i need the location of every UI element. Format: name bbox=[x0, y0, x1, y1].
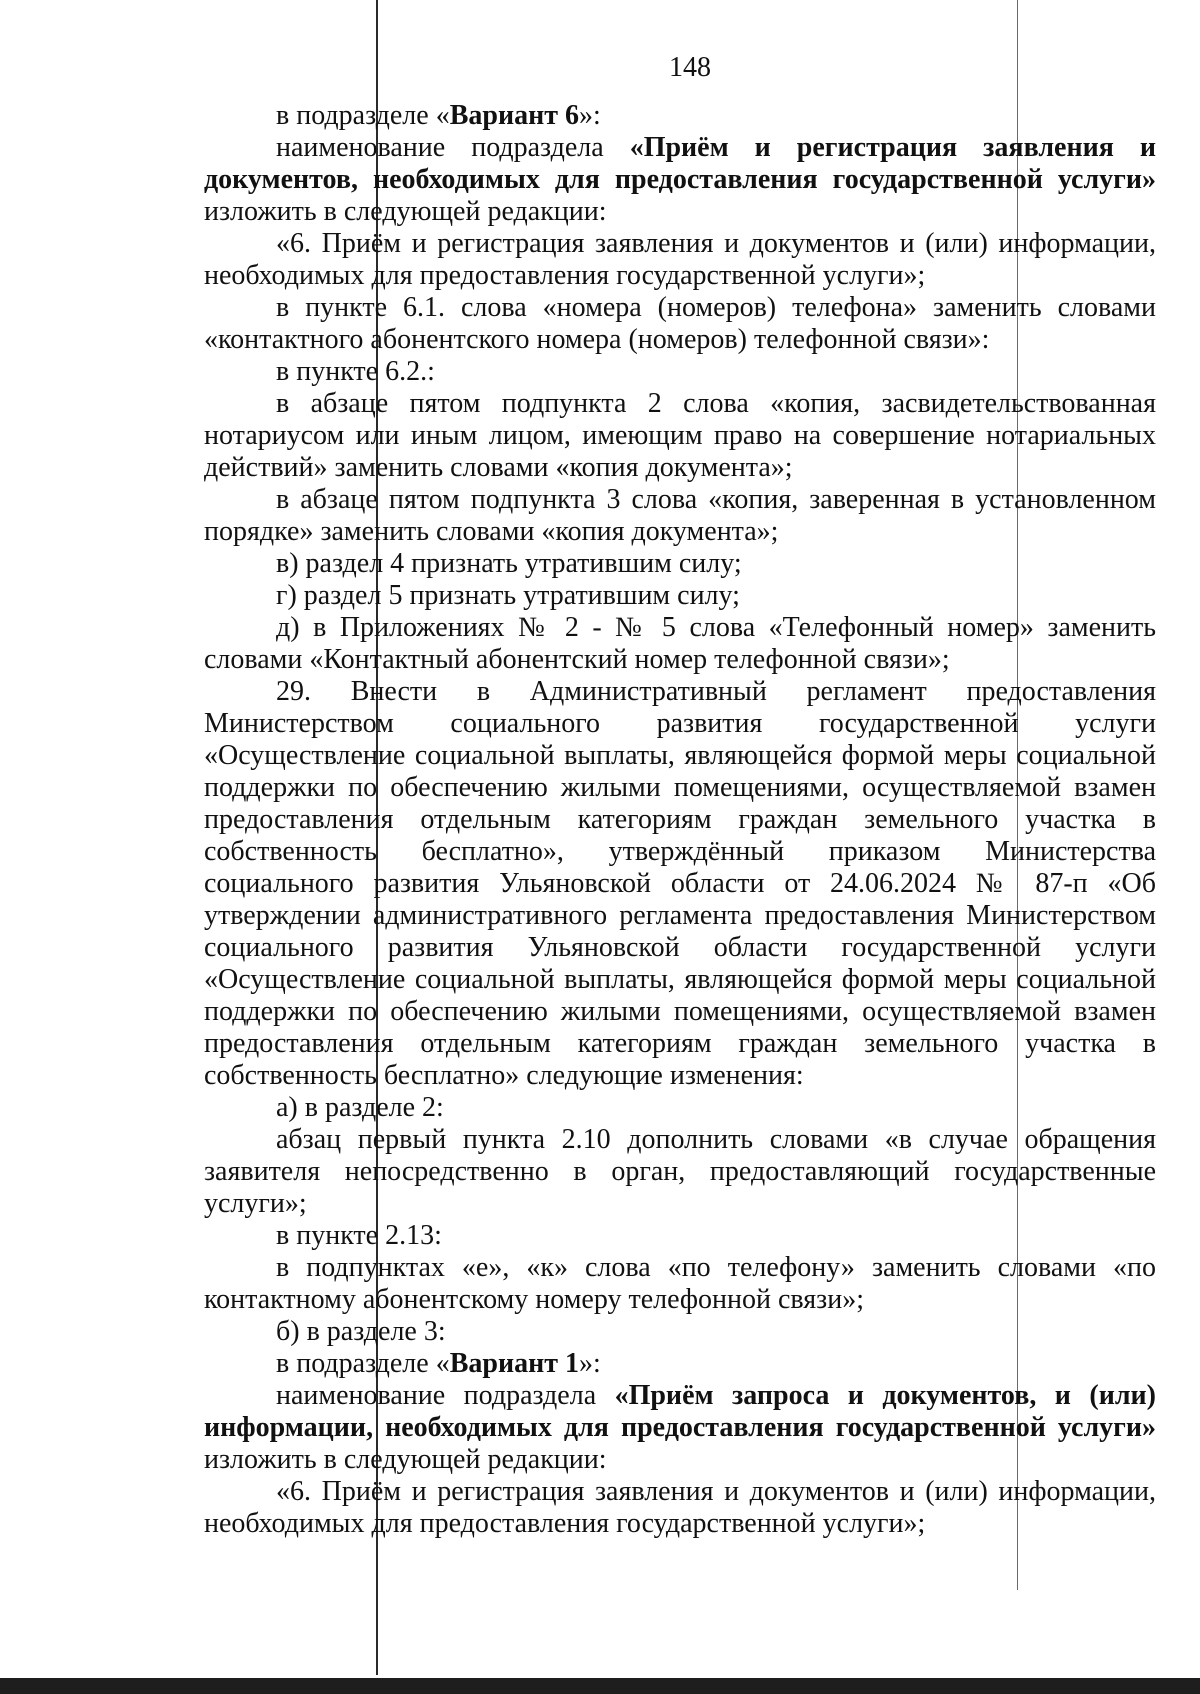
paragraph bbox=[204, 100, 1156, 132]
text-run: абзац первый пункта 2.10 дополнить словами «в случае обращения заявителя непосредственно в орган, предоставляющий государственные услуги»; bbox=[204, 1124, 1156, 1219]
text-run: »: bbox=[578, 100, 601, 131]
paragraph bbox=[204, 388, 1156, 484]
bold-text: Вариант 1 bbox=[449, 1348, 579, 1379]
text-run: наименование подраздела bbox=[276, 1380, 615, 1411]
text-run: в) раздел 4 признать утратившим силу; bbox=[276, 548, 742, 579]
text-run: в пункте 6.2.: bbox=[276, 356, 435, 387]
text-run: 29. Внести в Административный регламент предоставления Министерством социального развития государственной услуги «Осуществление социальной выплаты, являющейся формой меры социальной поддержки по обеспечению жилыми помещениями, осуществляемой взамен предоставления отдельным категориям граждан земельного участка в собственность бесплатно», утверждённый приказом Министерства социального развития Ульяновской области от 24.06.2024 № 87-п «Об утверждении административного регламента предоставления Министерством социального развития Ульяновской области государственной услуги «Осуществление социальной выплаты, являющейся формой меры социальной поддержки по обеспечению жилыми помещениями, осуществляемой взамен предоставления отдельным категориям граждан земельного участка в собственность бесплатно» следующие изменения: bbox=[204, 676, 1156, 1091]
text-run: а) в разделе 2: bbox=[276, 1092, 444, 1123]
page-number: 148 bbox=[669, 52, 711, 83]
paragraph bbox=[204, 1252, 1156, 1316]
paragraph bbox=[204, 1380, 1156, 1476]
paragraph bbox=[204, 228, 1156, 292]
text-run: в абзаце пятом подпункта 3 слова «копия, заверенная в установленном порядке» заменить словами «копия документа»; bbox=[204, 484, 1156, 547]
paragraph bbox=[204, 484, 1156, 548]
bold-text: «Приём запроса и документов, и (или) информации, необходимых для предоставления государственной услуги» bbox=[204, 1380, 1157, 1443]
text-run: изложить в следующей редакции: bbox=[204, 196, 607, 227]
paragraph bbox=[204, 1124, 1156, 1220]
paragraph bbox=[204, 132, 1156, 228]
paragraph bbox=[204, 1348, 1156, 1380]
text-run: «6. Приём и регистрация заявления и документов и (или) информации, необходимых для предоставления государственной услуги»; bbox=[204, 1476, 1156, 1539]
document-body bbox=[204, 100, 1156, 1540]
text-run: д) в Приложениях № 2 - № 5 слова «Телефонный номер» заменить словами «Контактный абонентский номер телефонной связи»; bbox=[204, 612, 1156, 675]
text-run: »: bbox=[578, 1348, 601, 1379]
paragraph bbox=[204, 1092, 1156, 1124]
text-run: «6. Приём и регистрация заявления и документов и (или) информации, необходимых для предоставления государственной услуги»; bbox=[204, 228, 1156, 291]
bold-text: Вариант 6 bbox=[449, 100, 579, 131]
text-run: изложить в следующей редакции: bbox=[204, 1444, 607, 1475]
paragraph bbox=[204, 1476, 1156, 1540]
text-run: в абзаце пятом подпункта 2 слова «копия, засвидетельствованная нотариусом или иным лицом, имеющим право на совершение нотариальных действий» заменить словами «копия документа»; bbox=[204, 388, 1156, 483]
scan-artifact-band bbox=[0, 1678, 1200, 1694]
text-run: в пункте 6.1. слова «номера (номеров) телефона» заменить словами «контактного абонентского номера (номеров) телефонной связи»: bbox=[204, 292, 1156, 355]
paragraph bbox=[204, 676, 1156, 1092]
paragraph bbox=[204, 612, 1156, 676]
text-run: в подразделе « bbox=[276, 100, 450, 131]
paragraph bbox=[204, 580, 1156, 612]
text-run: г) раздел 5 признать утратившим силу; bbox=[276, 580, 740, 611]
bold-text: «Приём и регистрация заявления и документов, необходимых для предоставления государственной услуги» bbox=[204, 132, 1156, 195]
paragraph bbox=[204, 1316, 1156, 1348]
text-run: б) в разделе 3: bbox=[276, 1316, 446, 1347]
text-run: наименование подраздела bbox=[276, 132, 630, 163]
paragraph bbox=[204, 1220, 1156, 1252]
text-run: в подпунктах «е», «к» слова «по телефону» заменить словами «по контактному абонентскому номеру телефонной связи»; bbox=[204, 1252, 1156, 1315]
text-run: в подразделе « bbox=[276, 1348, 450, 1379]
text-run: в пункте 2.13: bbox=[276, 1220, 442, 1251]
paragraph bbox=[204, 292, 1156, 356]
paragraph bbox=[204, 548, 1156, 580]
paragraph bbox=[204, 356, 1156, 388]
